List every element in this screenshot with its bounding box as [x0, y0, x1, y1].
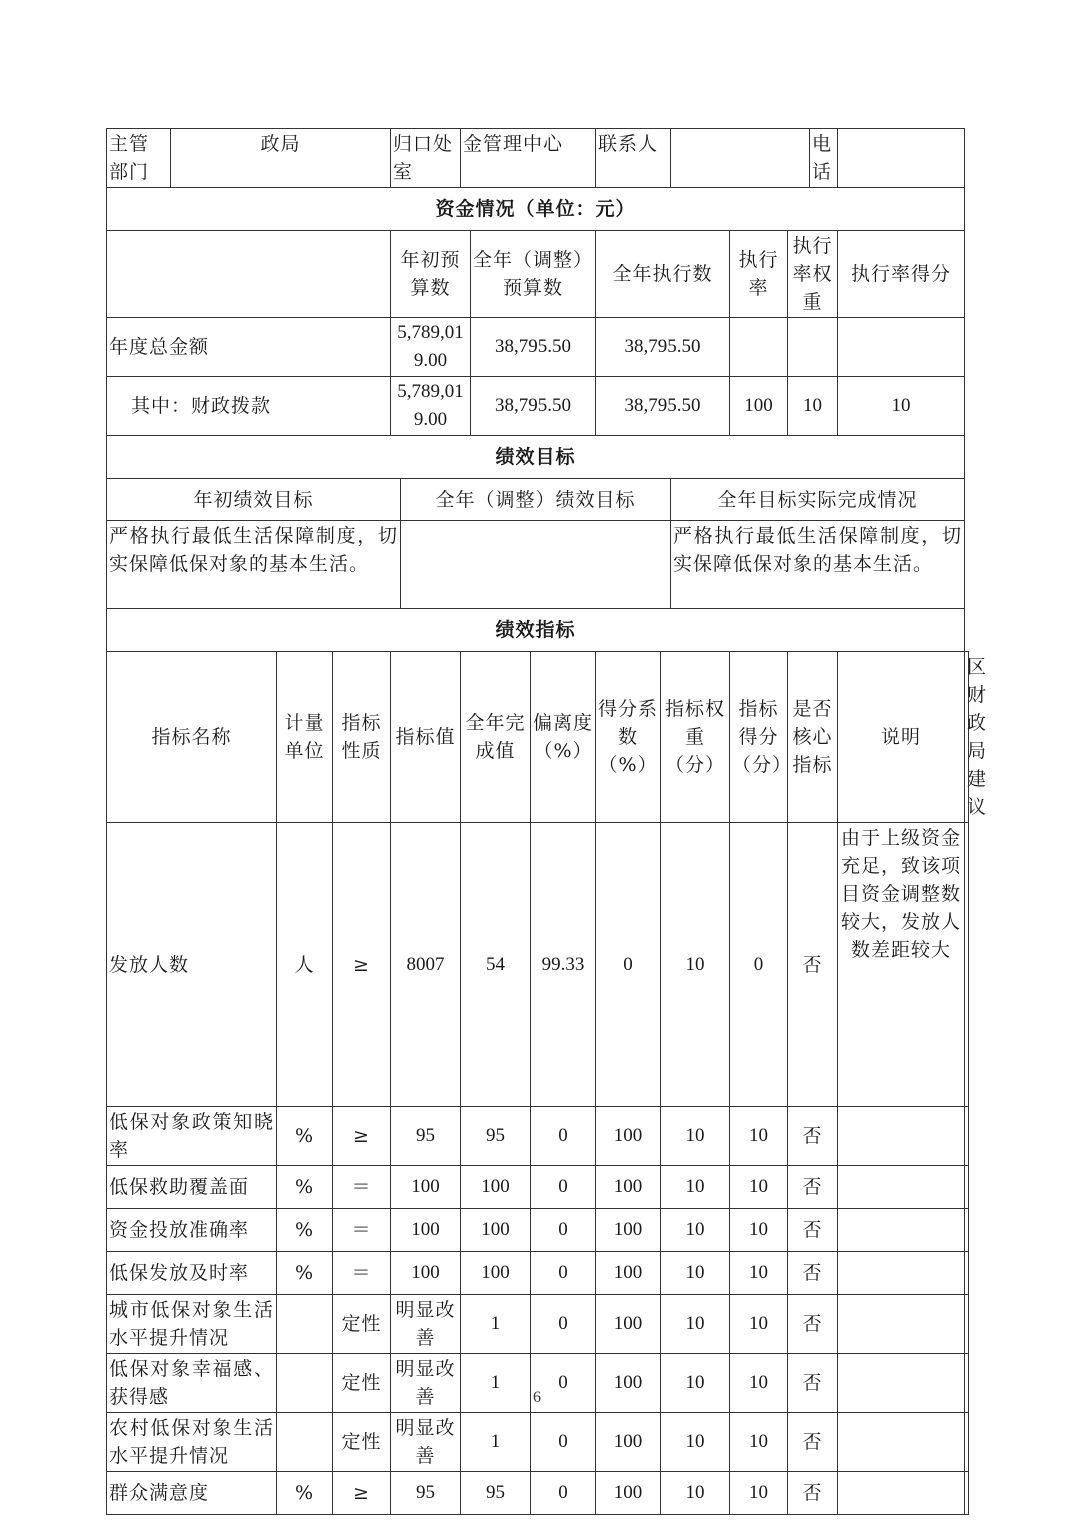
indicators-header-unit: 计量单位: [277, 652, 333, 823]
page-number: 6: [533, 1389, 541, 1406]
indicator-core: 否: [788, 823, 838, 1107]
indicator-note: [838, 1252, 965, 1295]
goals-content-row: [107, 521, 969, 609]
indicator-target: 100: [391, 1209, 461, 1252]
funds-row-total: [107, 318, 969, 377]
indicator-coef: 100: [596, 1166, 661, 1209]
phone-label: 电话: [810, 129, 838, 188]
indicators-header-actual: 全年完成值: [461, 652, 531, 823]
funds-section-title: 资金情况（单位：元）: [107, 188, 965, 231]
indicator-unit: %: [277, 1252, 333, 1295]
indicator-score: 10: [730, 1166, 788, 1209]
indicator-name: 低保救助覆盖面: [107, 1166, 277, 1209]
funds-header-weight: 执行率权重: [788, 231, 838, 318]
indicator-coef: 100: [596, 1295, 661, 1354]
indicator-deviation: 0: [531, 1252, 596, 1295]
funds-initial-budget: 5,789,019.00: [391, 377, 471, 436]
indicator-target: 100: [391, 1166, 461, 1209]
office-label: 归口处室: [391, 129, 461, 188]
indicator-coef: 100: [596, 1209, 661, 1252]
indicator-note: [838, 1295, 965, 1354]
goals-header-initial: 年初绩效目标: [107, 479, 401, 521]
indicator-note: [838, 1472, 965, 1515]
phone-value: [838, 129, 965, 188]
indicators-header-row: [107, 652, 969, 823]
indicator-core: 否: [788, 1166, 838, 1209]
indicator-row: [107, 1413, 969, 1472]
funds-score: 10: [838, 377, 965, 436]
funds-header-blank: [107, 231, 391, 318]
funds-adjusted-budget: 38,795.50: [471, 318, 596, 377]
indicator-row: [107, 1295, 969, 1354]
indicator-nature: 定性: [333, 1295, 391, 1354]
indicator-coef: 100: [596, 1107, 661, 1166]
indicator-note: [838, 1107, 965, 1166]
indicator-core: 否: [788, 1354, 838, 1413]
dept-value: 政局: [171, 129, 391, 188]
goals-initial-text: 严格执行最低生活保障制度，切实保障低保对象的基本生活。: [107, 521, 401, 609]
indicator-deviation: 0: [531, 1166, 596, 1209]
indicator-advice: [965, 1472, 969, 1515]
funds-row-fiscal: [107, 377, 969, 436]
funds-executed: 38,795.50: [596, 318, 730, 377]
dept-label: 主管部门: [107, 129, 171, 188]
indicator-core: 否: [788, 1413, 838, 1472]
indicator-target: 95: [391, 1107, 461, 1166]
indicator-advice: [965, 1166, 969, 1209]
funds-adjusted-budget: 38,795.50: [471, 377, 596, 436]
indicators-header-target: 指标值: [391, 652, 461, 823]
indicators-header-advice: 区财政局建议: [965, 652, 969, 823]
indicator-score: 0: [730, 823, 788, 1107]
indicator-weight: 10: [661, 1209, 730, 1252]
goals-header-adjusted: 全年（调整）绩效目标: [401, 479, 671, 521]
indicator-actual: 95: [461, 1472, 531, 1515]
indicators-header-core: 是否核心指标: [788, 652, 838, 823]
indicator-advice: [965, 1413, 969, 1472]
indicator-unit: %: [277, 1209, 333, 1252]
funds-header-adjusted-budget: 全年（调整）预算数: [471, 231, 596, 318]
indicator-deviation: 0: [531, 1209, 596, 1252]
indicator-score: 10: [730, 1295, 788, 1354]
goals-actual-text: 严格执行最低生活保障制度，切实保障低保对象的基本生活。: [671, 521, 965, 609]
indicator-name: 资金投放准确率: [107, 1209, 277, 1252]
indicator-core: 否: [788, 1472, 838, 1515]
indicator-weight: 10: [661, 1295, 730, 1354]
indicator-target: 明显改善: [391, 1413, 461, 1472]
indicators-section-title: 绩效指标: [107, 609, 965, 652]
indicator-weight: 10: [661, 1166, 730, 1209]
indicator-nature: ≥: [333, 1472, 391, 1515]
indicator-row: [107, 1166, 969, 1209]
indicator-score: 10: [730, 1107, 788, 1166]
indicator-weight: 10: [661, 1413, 730, 1472]
indicators-header-coef: 得分系数（%）: [596, 652, 661, 823]
indicators-header-weight: 指标权重（分）: [661, 652, 730, 823]
indicator-unit: %: [277, 1166, 333, 1209]
indicator-nature: 定性: [333, 1354, 391, 1413]
indicator-note: 由于上级资金充足，致该项目资金调整数较大，发放人数差距较大: [838, 823, 965, 1107]
indicator-advice: [965, 1107, 969, 1166]
funds-initial-budget: 5,789,019.00: [391, 318, 471, 377]
indicator-weight: 10: [661, 823, 730, 1107]
indicator-core: 否: [788, 1295, 838, 1354]
indicator-actual: 100: [461, 1252, 531, 1295]
indicator-actual: 100: [461, 1166, 531, 1209]
funds-row-label: 年度总金额: [107, 318, 391, 377]
indicator-nature: ＝: [333, 1209, 391, 1252]
indicator-note: [838, 1166, 965, 1209]
contact-value: [671, 129, 810, 188]
funds-executed: 38,795.50: [596, 377, 730, 436]
indicator-target: 95: [391, 1472, 461, 1515]
indicators-header-deviation: 偏离度（%）: [531, 652, 596, 823]
indicator-advice: [965, 823, 969, 1107]
indicator-unit: %: [277, 1107, 333, 1166]
indicator-deviation: 0: [531, 1295, 596, 1354]
indicator-name: 发放人数: [107, 823, 277, 1107]
indicator-score: 10: [730, 1472, 788, 1515]
indicators-header-score: 指标得分（分）: [730, 652, 788, 823]
indicator-weight: 10: [661, 1472, 730, 1515]
indicator-nature: 定性: [333, 1413, 391, 1472]
indicator-score: 10: [730, 1413, 788, 1472]
header-info-row: [107, 129, 969, 188]
indicator-unit: [277, 1413, 333, 1472]
indicator-deviation: 99.33: [531, 823, 596, 1107]
indicator-name: 城市低保对象生活水平提升情况: [107, 1295, 277, 1354]
indicator-actual: 1: [461, 1413, 531, 1472]
funds-rate: [730, 318, 788, 377]
indicator-name: 低保对象幸福感、获得感: [107, 1354, 277, 1413]
funds-rate: 100: [730, 377, 788, 436]
indicator-coef: 0: [596, 823, 661, 1107]
indicators-header-nature: 指标性质: [333, 652, 391, 823]
indicator-actual: 54: [461, 823, 531, 1107]
indicator-advice: [965, 1295, 969, 1354]
funds-header-score: 执行率得分: [838, 231, 965, 318]
funds-weight: 10: [788, 377, 838, 436]
indicator-target: 100: [391, 1252, 461, 1295]
indicator-row: [107, 1107, 969, 1166]
indicator-nature: ≥: [333, 1107, 391, 1166]
indicators-header-name: 指标名称: [107, 652, 277, 823]
indicator-actual: 100: [461, 1209, 531, 1252]
indicator-name: 低保发放及时率: [107, 1252, 277, 1295]
indicator-core: 否: [788, 1209, 838, 1252]
indicator-deviation: 0: [531, 1413, 596, 1472]
indicator-unit: 人: [277, 823, 333, 1107]
indicator-core: 否: [788, 1107, 838, 1166]
funds-row-label: 其中：财政拨款: [107, 377, 391, 436]
indicator-score: 10: [730, 1209, 788, 1252]
indicator-deviation: 0: [531, 1472, 596, 1515]
indicator-core: 否: [788, 1252, 838, 1295]
indicators-header-note: 说明: [838, 652, 965, 823]
indicator-name: 农村低保对象生活水平提升情况: [107, 1413, 277, 1472]
indicator-score: 10: [730, 1354, 788, 1413]
indicator-target: 明显改善: [391, 1354, 461, 1413]
indicator-actual: 1: [461, 1354, 531, 1413]
indicator-coef: 100: [596, 1413, 661, 1472]
indicator-name: 群众满意度: [107, 1472, 277, 1515]
indicator-nature: ＝: [333, 1252, 391, 1295]
indicator-weight: 10: [661, 1107, 730, 1166]
funds-header-row: [107, 231, 969, 318]
indicator-nature: ＝: [333, 1166, 391, 1209]
funds-header-initial-budget: 年初预算数: [391, 231, 471, 318]
indicator-row: [107, 1472, 969, 1515]
funds-header-executed: 全年执行数: [596, 231, 730, 318]
indicator-target: 8007: [391, 823, 461, 1107]
funds-weight: [788, 318, 838, 377]
indicator-deviation: 0: [531, 1354, 596, 1413]
contact-label: 联系人: [596, 129, 671, 188]
indicator-advice: [965, 1252, 969, 1295]
goals-adjusted-text: [401, 521, 671, 609]
indicator-weight: 10: [661, 1252, 730, 1295]
indicator-actual: 1: [461, 1295, 531, 1354]
indicator-target: 明显改善: [391, 1295, 461, 1354]
goals-section-title: 绩效目标: [107, 436, 965, 479]
indicator-nature: ≥: [333, 823, 391, 1107]
indicator-coef: 100: [596, 1354, 661, 1413]
indicator-row: [107, 823, 969, 1107]
goals-header-actual: 全年目标实际完成情况: [671, 479, 965, 521]
indicator-score: 10: [730, 1252, 788, 1295]
funds-header-rate: 执行率: [730, 231, 788, 318]
office-value: 金管理中心: [461, 129, 596, 188]
indicator-advice: [965, 1209, 969, 1252]
indicator-note: [838, 1209, 965, 1252]
goals-header-row: [107, 479, 969, 521]
indicator-unit: %: [277, 1472, 333, 1515]
performance-evaluation-table: [106, 128, 988, 1515]
indicator-deviation: 0: [531, 1107, 596, 1166]
indicator-unit: [277, 1295, 333, 1354]
indicator-name: 低保对象政策知晓率: [107, 1107, 277, 1166]
funds-score: [838, 318, 965, 377]
indicator-note: [838, 1413, 965, 1472]
indicator-row: [107, 1209, 969, 1252]
indicator-actual: 95: [461, 1107, 531, 1166]
indicator-weight: 10: [661, 1354, 730, 1413]
indicator-coef: 100: [596, 1472, 661, 1515]
indicator-coef: 100: [596, 1252, 661, 1295]
indicator-row: [107, 1252, 969, 1295]
